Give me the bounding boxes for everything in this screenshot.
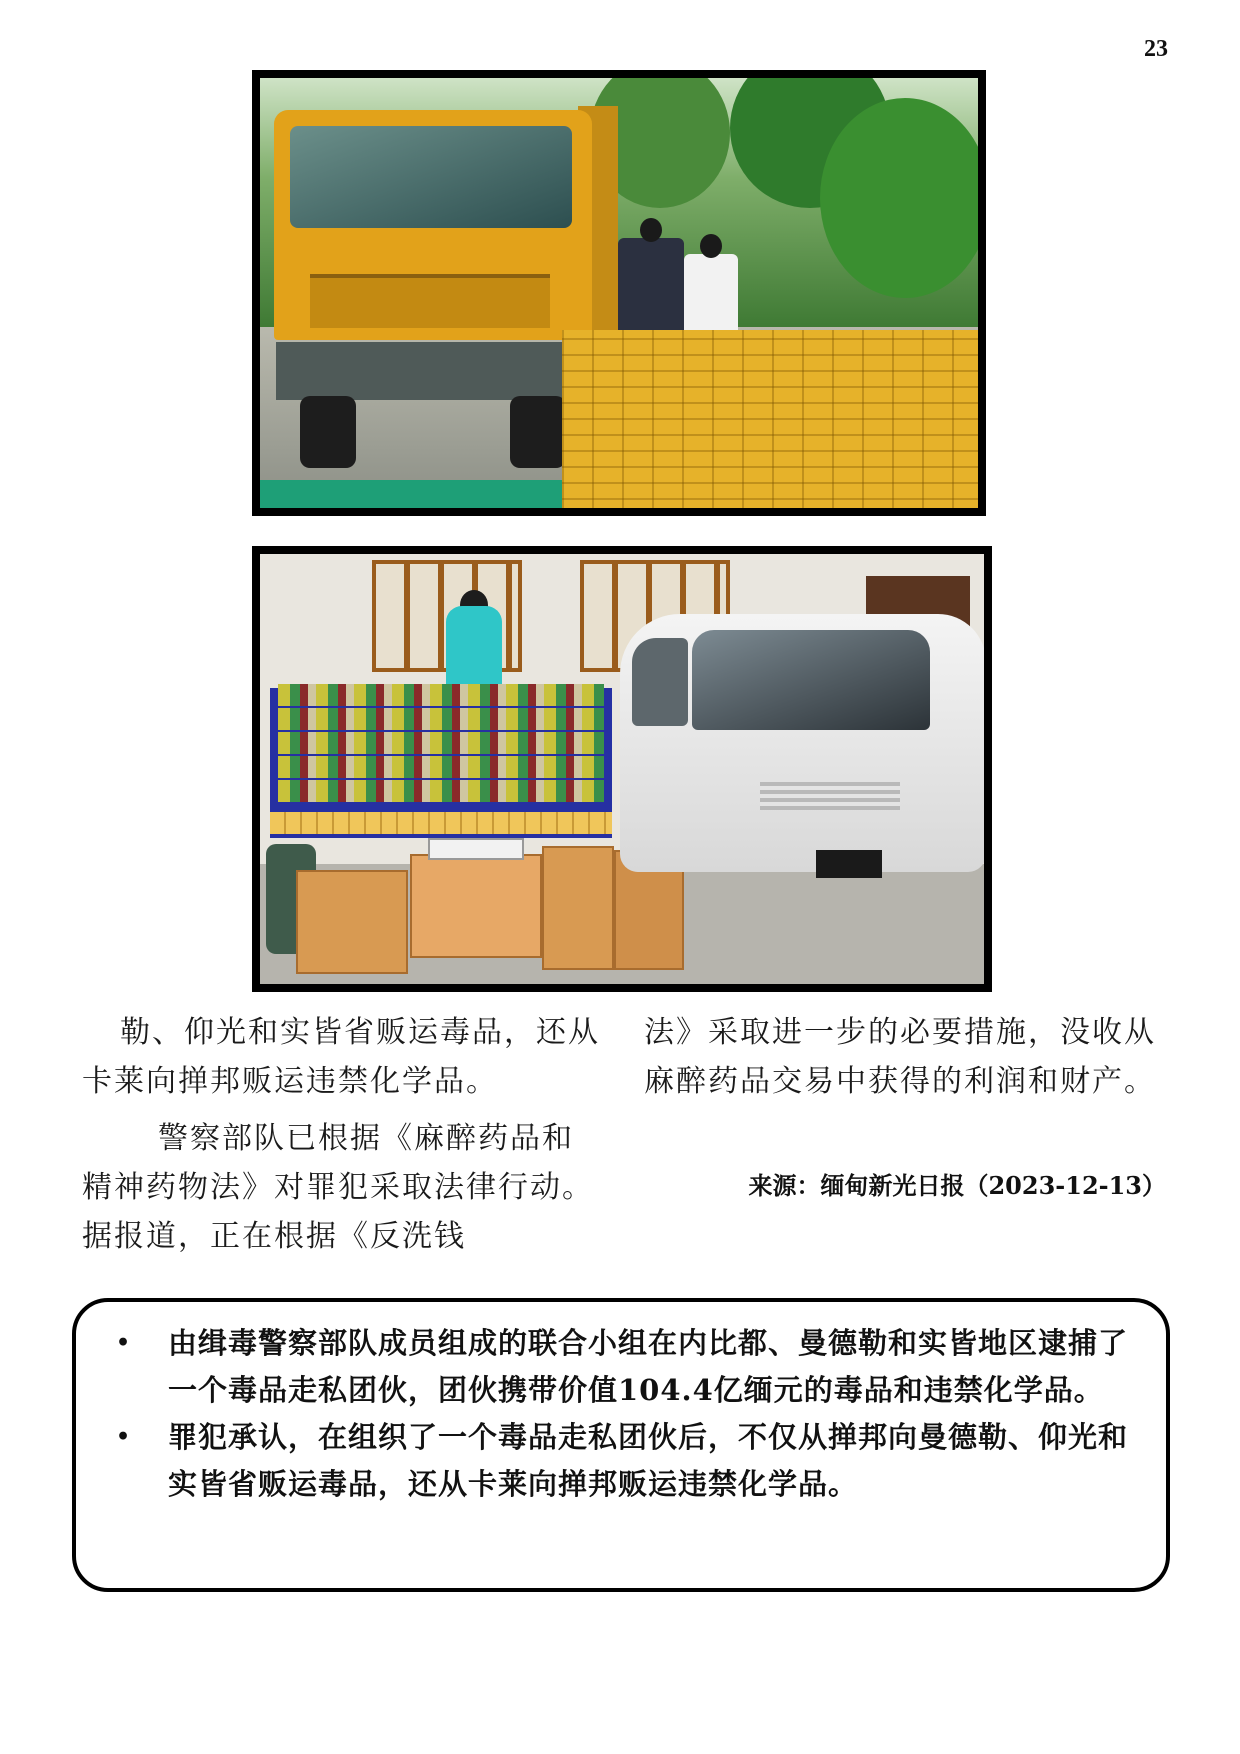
summary-item-text: 由缉毒警察部队成员组成的联合小组在内比都、曼德勒和实皆地区逮捕了一个毒品走私团伙，团伙携带价值104.4亿缅元的毒品和违禁化学品。: [168, 1326, 1129, 1407]
right-column-continuation: 法》采取进一步的必要措施，没收从麻醉药品交易中获得的利润和财产。: [644, 1015, 1156, 1099]
left-column-continuation: 勒、仰光和实皆省贩运毒品，还从卡莱向掸邦贩运违禁化学品。: [82, 1015, 600, 1099]
truck-seizure-photo: [252, 70, 986, 516]
van-seizure-photo: [252, 546, 992, 992]
right-column: [644, 1008, 1170, 1106]
summary-box: [72, 1298, 1170, 1592]
source-citation: 来源：缅甸新光日报（2023-12-13）: [748, 1171, 1166, 1200]
summary-item: [116, 1414, 1136, 1508]
left-column: [82, 1008, 602, 1261]
summary-list: [116, 1320, 1136, 1508]
page-number: 23: [1144, 36, 1168, 62]
summary-item: [116, 1320, 1136, 1414]
left-column-paragraph: 警察部队已根据《麻醉药品和精神药物法》对罪犯采取法律行动。据报道，正在根据《反洗钱: [82, 1121, 594, 1254]
summary-item-text: 罪犯承认，在组织了一个毒品走私团伙后，不仅从掸邦向曼德勒、仰光和实皆省贩运毒品，还从卡莱向掸邦贩运违禁化学品。: [168, 1420, 1129, 1501]
bullet-icon: •: [116, 1330, 132, 1356]
bullet-icon: •: [116, 1424, 132, 1450]
